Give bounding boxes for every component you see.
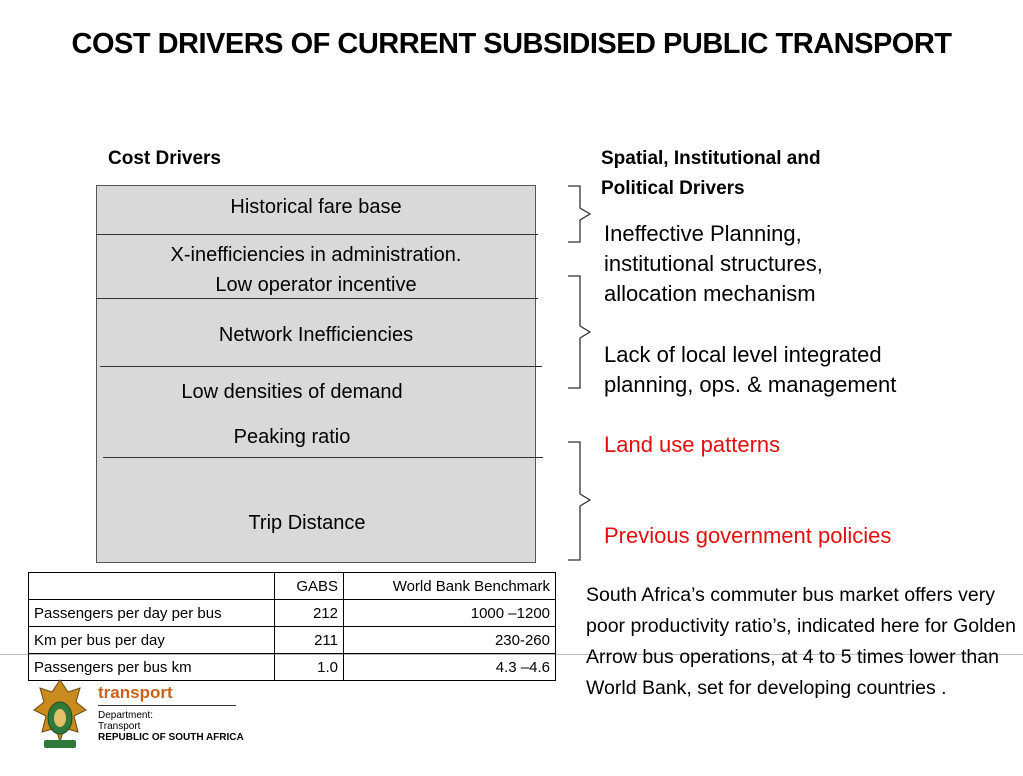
- low-densities-of-demand: Low densities of demand: [181, 381, 403, 403]
- cost-drivers-heading: Cost Drivers: [108, 148, 221, 169]
- table-header-cell: [29, 573, 275, 600]
- table-cell: Passengers per day per bus: [29, 600, 275, 627]
- table-cell: 1000 –1200: [344, 600, 556, 627]
- spatial-drivers-heading-line2: Political Drivers: [601, 178, 745, 199]
- coat-of-arms-icon: [28, 676, 92, 756]
- table-header-row: [29, 573, 556, 600]
- driver-lack-local-planning-line1: Lack of local level integrated: [604, 342, 882, 367]
- productivity-note: South Africa’s commuter bus market offers very poor productivity ratio’s, indicated here for Golden Arrow bus operations, at 4 to 5 times lower than World Bank, set for developing countries .: [586, 584, 1016, 699]
- divider: [96, 234, 538, 235]
- logo-country: REPUBLIC OF SOUTH AFRICA: [98, 732, 244, 743]
- historical-fare-base: Historical fare base: [230, 196, 402, 218]
- divider: [100, 366, 542, 367]
- table-row: [29, 600, 556, 627]
- brace-icon: [568, 442, 590, 560]
- driver-ineffective-planning-line2: institutional structures,: [604, 251, 823, 276]
- table-cell: Passengers per bus km: [29, 654, 275, 681]
- x-inefficiencies: X-inefficiencies in administration.: [170, 244, 462, 266]
- driver-ineffective-planning-line3: allocation mechanism: [604, 281, 816, 306]
- table-cell: 212: [275, 600, 344, 627]
- logo-department-label: Department:: [98, 710, 154, 721]
- table-row: [29, 654, 556, 681]
- brace-icon: [568, 186, 590, 242]
- page-title: COST DRIVERS OF CURRENT SUBSIDISED PUBLIC TRANSPORT: [71, 28, 952, 60]
- brace-icon: [568, 276, 590, 388]
- logo-divider: [98, 705, 236, 706]
- spatial-drivers-heading-line1: Spatial, Institutional and: [601, 148, 821, 169]
- divider: [103, 457, 543, 458]
- logo-department-name: Transport: [98, 721, 141, 732]
- table-cell: 4.3 –4.6: [344, 654, 556, 681]
- trip-distance: Trip Distance: [248, 512, 366, 534]
- table-cell: 230-260: [344, 627, 556, 654]
- bracket-connectors: [560, 180, 610, 570]
- table-cell: Km per bus per day: [29, 627, 275, 654]
- driver-land-use-patterns: Land use patterns: [604, 432, 781, 457]
- table-row: [29, 627, 556, 654]
- low-operator-incentive: Low operator incentive: [215, 274, 417, 296]
- table-cell: 211: [275, 627, 344, 654]
- driver-lack-local-planning-line2: planning, ops. & management: [604, 372, 897, 397]
- table-header-cell: GABS: [275, 573, 344, 600]
- table-header-cell: World Bank Benchmark: [344, 573, 556, 600]
- network-inefficiencies: Network Inefficiencies: [218, 324, 414, 346]
- peaking-ratio: Peaking ratio: [233, 426, 351, 448]
- productivity-table: [28, 572, 556, 681]
- driver-ineffective-planning-line1: Ineffective Planning,: [604, 221, 802, 246]
- transport-brand: transport: [98, 683, 173, 702]
- table-cell: 1.0: [275, 654, 344, 681]
- driver-previous-government-policies: Previous government policies: [604, 523, 892, 548]
